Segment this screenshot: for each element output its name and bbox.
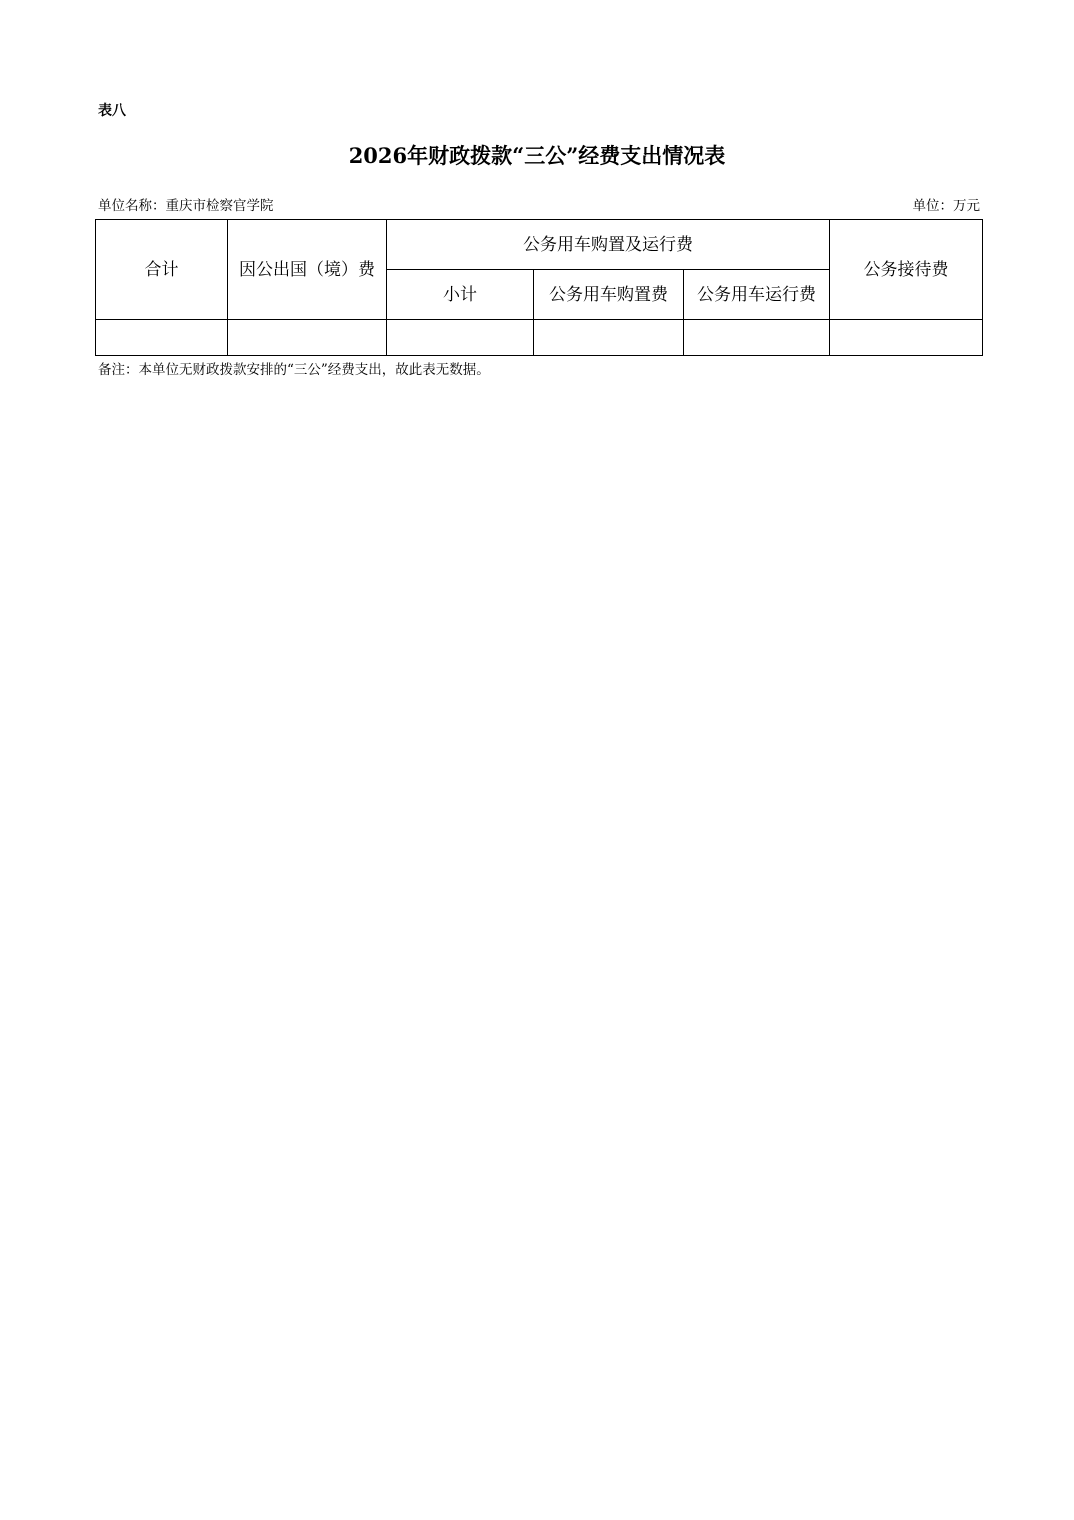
meta-row	[98, 194, 980, 214]
cell-vehicle-operation	[684, 320, 830, 356]
page-title: 2026年财政拨款“三公”经费支出情况表	[348, 143, 726, 168]
unit-label: 单位：万元	[912, 198, 980, 214]
header-subtotal: 小计	[387, 270, 534, 320]
header-row-1	[96, 220, 983, 270]
header-vehicle-operation: 公务用车运行费	[684, 270, 830, 320]
header-overseas-travel: 因公出国（境）费	[228, 220, 387, 320]
expense-table	[95, 219, 983, 356]
footnote: 备注：本单位无财政拨款安排的“三公”经费支出，故此表无数据。	[98, 362, 490, 378]
cell-total	[96, 320, 228, 356]
cell-reception	[830, 320, 983, 356]
cell-subtotal	[387, 320, 534, 356]
unit-name-label: 单位名称：重庆市检察官学院	[98, 198, 274, 214]
table-number: 表八	[98, 103, 126, 119]
header-vehicle-purchase: 公务用车购置费	[534, 270, 684, 320]
cell-vehicle-purchase	[534, 320, 684, 356]
header-total: 合计	[96, 220, 228, 320]
header-vehicle-group: 公务用车购置及运行费	[387, 220, 830, 270]
table-row	[96, 320, 983, 356]
cell-overseas-travel	[228, 320, 387, 356]
header-reception: 公务接待费	[830, 220, 983, 320]
